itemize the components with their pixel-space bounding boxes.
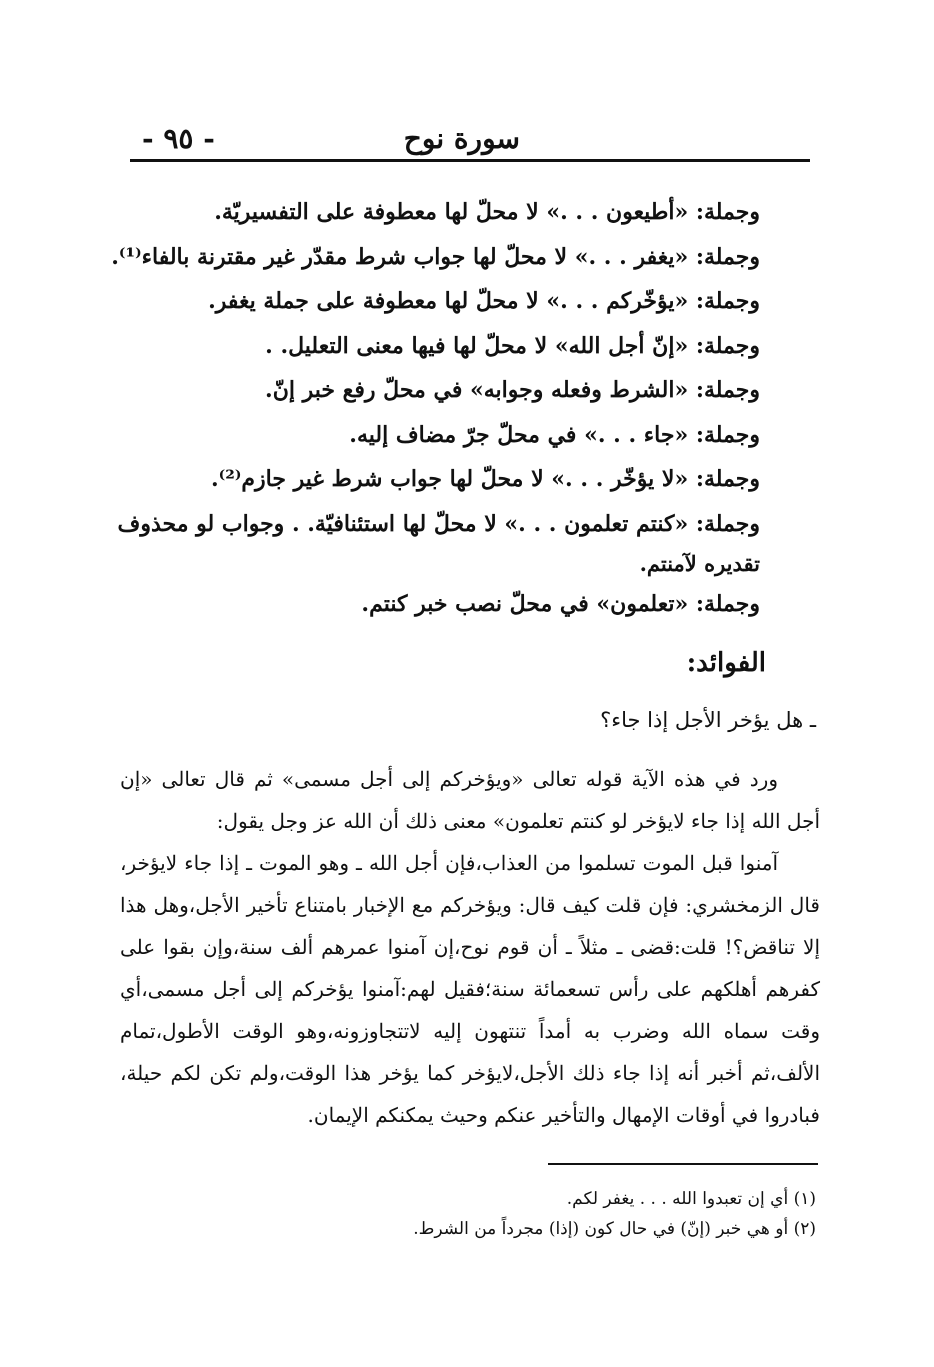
paragraph: آمنوا قبل الموت تسلموا من العذاب،فإن أجل الله ـ وهو الموت ـ إذا جاء لايؤخر، قال الزمخشري: فإن قلت كيف قال: ويؤخركم مع الإخبار بامتناع تأخير الأجل،وهل هذا إلا تناقض؟! قلت:قضى ـ مثلاً ـ أن قوم نوح،إن آمنوا عمرهم ألف سنة،وإن بقوا على كفرهم أهلكهم على رأس تسعمائة سنة؛فقيل لهم:آمنوا يؤخركم إلى أجل مسمى،أي وقت سماه الله وضرب به أمداً تنتهون إليه لاتتجاوزونه،وهو الوقت الأطول،تمام الألف،ثم أخبر أنه إذا جاء ذلك الأجل،لايؤخر كما يؤخر هذا الوقت،ولم تكن لكم حيلة، فبادروا في أوقات الإمهال والتأخير عنكم وحيث يمكنكم الإيمان. bbox=[120, 851, 820, 1127]
sentence-line: وجملة: «جاء . . .» في محلّ جرّ مضاف إليه. bbox=[349, 421, 760, 448]
footnote-separator bbox=[548, 1163, 818, 1165]
sentence-line: وجملة: «الشرط وفعله وجوابه» في محلّ رفع خبر إنّ. bbox=[265, 377, 760, 403]
page-number: - ٩٥ - bbox=[142, 122, 215, 155]
sentence-line: وجملة: «إنّ أجل الله» لا محلّ لها فيها معنى التعليل. . bbox=[265, 332, 760, 359]
footnote: (٢) أو هي خبر (إنّ) في حال كون (إذا) مجرداً من الشرط. bbox=[413, 1219, 816, 1239]
footnote: (١) أي إن تعبدوا الله . . . يغفر لكم. bbox=[566, 1189, 816, 1209]
sentence-line: وجملة: «كنتم تعلمون . . .» لا محلّ لها استئنافيّة. . وجواب لو محذوف bbox=[117, 510, 760, 537]
paragraph: ورد في هذه الآية قوله تعالى «ويؤخركم إلى أجل مسمى» ثم قال تعالى «إن أجل الله إذا جاء لايؤخر لو كنتم تعلمون» معنى ذلك أن الله عز وجل يقول: bbox=[120, 767, 820, 833]
sentence-line: وجملة: «يؤخّركم . . .» لا محلّ لها معطوفة على جملة يغفر. bbox=[208, 288, 760, 314]
sentence-continuation: تقديره لآمنتم. bbox=[639, 551, 760, 576]
sentence-line: وجملة: «أطيعون . . .» لا محلّ لها معطوفة على التفسيريّة. bbox=[214, 199, 760, 225]
sentence-line: وجملة: «لا يؤخّر . . .» لا محلّ لها جواب شرط غير جازم⁽²⁾. bbox=[211, 466, 760, 492]
question-heading: ـ هل يؤخر الأجل إذا جاء؟ bbox=[600, 708, 816, 732]
sentence-line: وجملة: «تعلمون» في محلّ نصب خبر كنتم. bbox=[361, 591, 760, 617]
surah-title: سورة نوح bbox=[403, 122, 520, 155]
page-header bbox=[130, 118, 810, 162]
benefits-heading: الفوائد: bbox=[686, 648, 766, 678]
commentary-text bbox=[120, 758, 820, 1136]
sentence-analysis-list bbox=[111, 190, 760, 627]
header-rule bbox=[130, 159, 810, 162]
footnotes bbox=[256, 1184, 816, 1244]
sentence-line: وجملة: «يغفر . . .» لا محلّ لها جواب شرط مقدّر غير مقترنة بالفاء⁽¹⁾. bbox=[111, 243, 760, 270]
